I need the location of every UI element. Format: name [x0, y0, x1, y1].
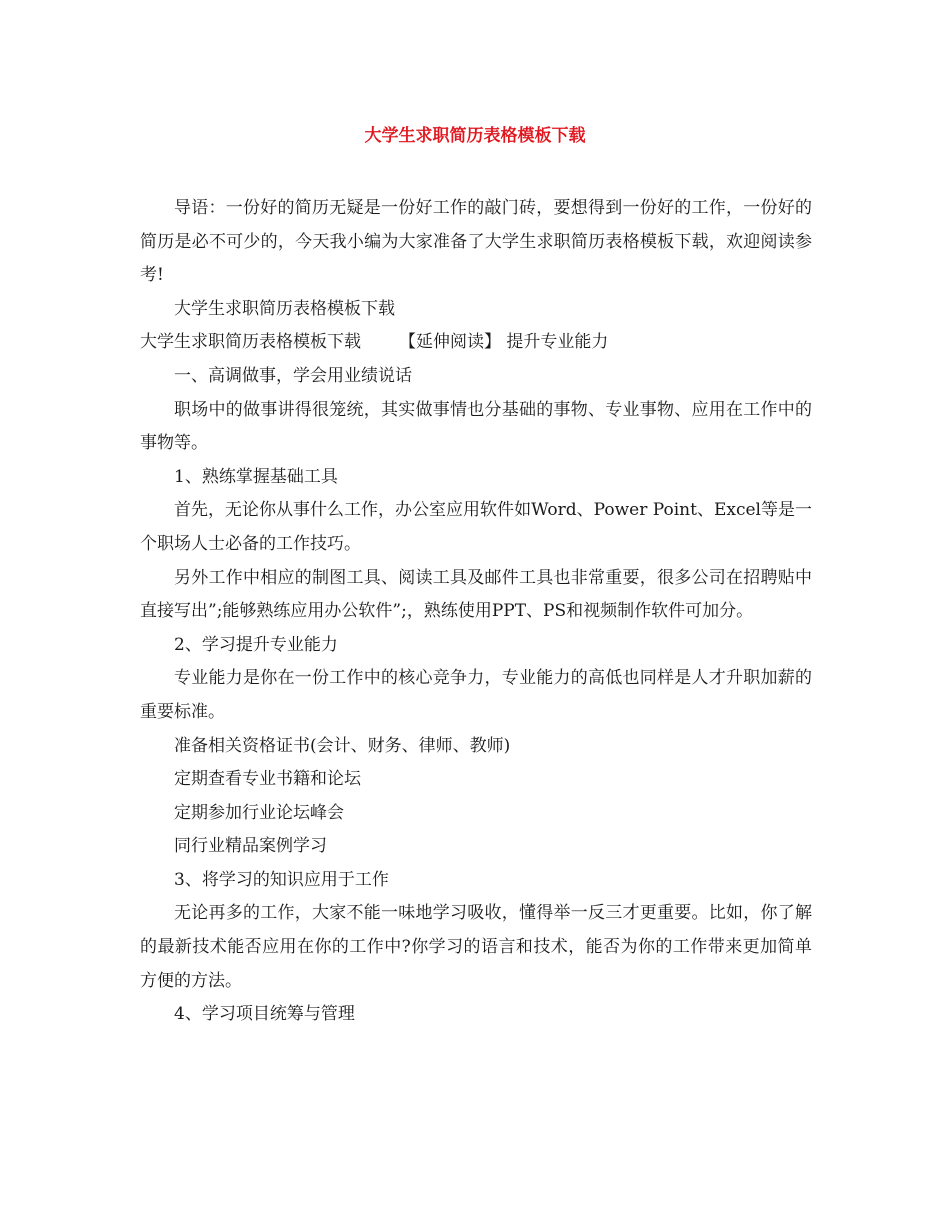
item-2-heading: 2、学习提升专业能力 — [174, 634, 338, 655]
item-3-paragraph: 无论再多的工作，大家不能一味地学习吸收，懂得举一反三才更重要。比如，你了解的最新技术能否应用在你的工作中?你学习的语言和技术，能否为你的工作带来更加简单方便的方法。 — [140, 903, 812, 991]
subtitle-line: 大学生求职简历表格模板下载 — [174, 298, 395, 319]
item-1-heading: 1、熟练掌握基础工具 — [174, 466, 338, 487]
document-body — [140, 192, 812, 1032]
extended-line-right: 提升专业能力 — [506, 332, 609, 353]
list-item: 定期参加行业论坛峰会 — [174, 802, 344, 823]
item-1-paragraph-2: 另外工作中相应的制图工具、阅读工具及邮件工具也非常重要，很多公司在招聘贴中直接写出”;能够熟练应用办公软件”;，熟练使用PPT、PS和视频制作软件可加分。 — [140, 567, 812, 622]
item-4-heading: 4、学习项目统筹与管理 — [174, 1004, 355, 1025]
extended-reading-label: 【延伸阅读】 — [399, 332, 501, 353]
section-1-paragraph: 职场中的做事讲得很笼统，其实做事情也分基础的事物、专业事物、应用在工作中的事物等。 — [140, 399, 812, 454]
section-1-heading: 一、高调做事，学会用业绩说话 — [174, 365, 412, 386]
document-title: 大学生求职简历表格模板下载 — [364, 126, 586, 146]
list-item: 同行业精品案例学习 — [174, 836, 327, 857]
item-3-heading: 3、将学习的知识应用于工作 — [174, 869, 389, 890]
list-item: 准备相关资格证书(会计、财务、律师、教师) — [174, 735, 511, 756]
intro-paragraph: 导语：一份好的简历无疑是一份好工作的敲门砖，要想得到一份好的工作，一份好的简历是必不可少的，今天我小编为大家准备了大学生求职简历表格模板下载，欢迎阅读参考! — [140, 198, 812, 286]
item-1-paragraph-1: 首先，无论你从事什么工作，办公室应用软件如Word、Power Point、Excel等是一个职场人士必备的工作技巧。 — [140, 500, 812, 554]
item-2-paragraph: 专业能力是你在一份工作中的核心竞争力，专业能力的高低也同样是人才升职加薪的重要标准。 — [140, 668, 812, 722]
extended-line-left: 大学生求职简历表格模板下载 — [140, 332, 361, 353]
list-item: 定期查看专业书籍和论坛 — [174, 769, 361, 790]
extended-reading-line — [140, 326, 812, 360]
